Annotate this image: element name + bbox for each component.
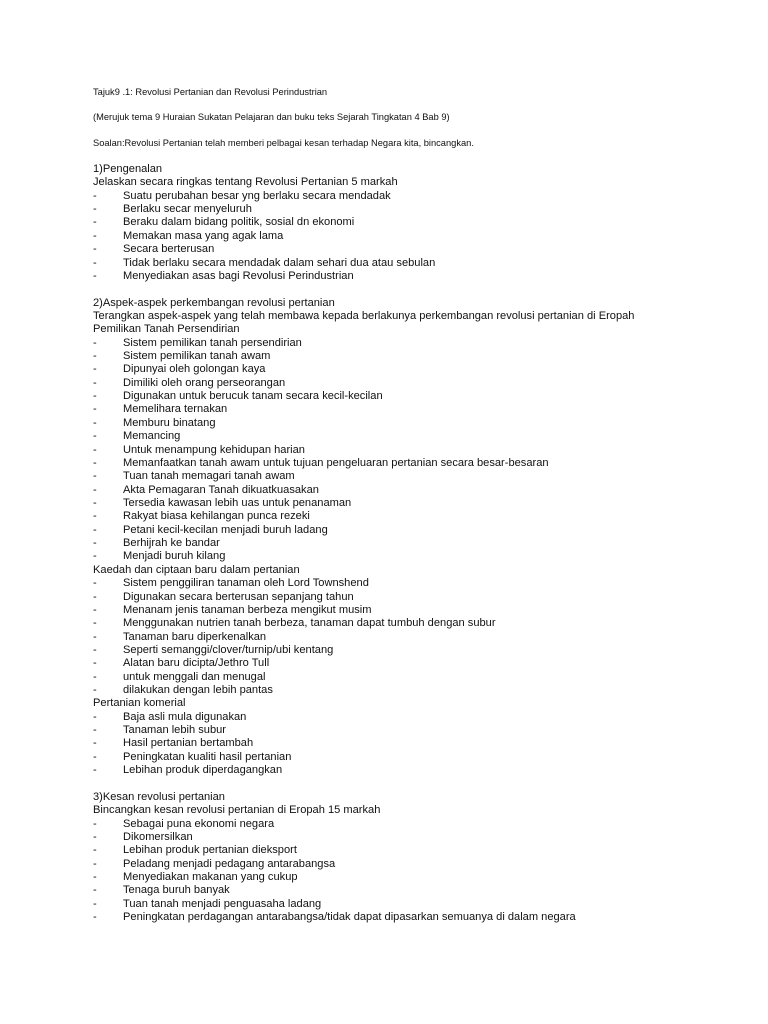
list-item [93,631,733,644]
list-item [93,216,733,229]
list-item-text: Dimiliki oleh orang perseorangan [123,376,286,389]
list-item [93,230,733,243]
list-item [93,724,733,737]
list-item-text: Tuan tanah memagari tanah awam [123,470,295,483]
list-item [93,818,733,831]
list-item [93,884,733,897]
list-item-text: Dipunyai oleh golongan kaya [123,363,266,376]
list-item [93,604,733,617]
section-heading: 2)Aspek-aspek perkembangan revolusi pertanian [93,296,335,309]
bullet-dash: - [93,350,97,363]
list-item-text: Berlaku secar menyeluruh [123,203,252,216]
bullet-dash: - [93,630,97,643]
list-item [93,257,733,270]
list-item [93,577,733,590]
list-item [93,390,733,403]
bullet-dash: - [93,911,97,924]
list-item [93,657,733,670]
list-item [93,671,733,684]
bullet-dash: - [93,577,97,590]
list-item-text: Menggunakan nutrien tanah berbeza, tanaman dapat tumbuh dengan subur [123,617,496,630]
list-item-text: dilakukan dengan lebih pantas [123,684,273,697]
list-item [93,337,733,350]
list-item [93,644,733,657]
list-item-text: Sebagai puna ekonomi negara [123,817,275,830]
bullet-dash: - [93,243,97,256]
list-item [93,270,733,283]
list-item-text: Suatu perubahan besar yng berlaku secara mendadak [123,189,391,202]
list-item [93,403,733,416]
section-heading: 3)Kesan revolusi pertanian [93,790,225,803]
list-item [93,510,733,523]
list-item [93,484,733,497]
bullet-dash: - [93,523,97,536]
list-item-text: Menanam jenis tanaman berbeza mengikut musim [123,603,372,616]
bullet-dash: - [93,871,97,884]
list-item [93,190,733,203]
list-item [93,537,733,550]
list-item [93,417,733,430]
bullet-dash: - [93,724,97,737]
list-item-text: Sistem pemilikan tanah awam [123,350,271,363]
list-item-text: Tersedia kawasan lebih uas untuk penanaman [123,496,352,509]
list-item [93,764,733,777]
list-item [93,243,733,256]
list-item [93,363,733,376]
bullet-dash: - [93,336,97,349]
list-item-text: Lebihan produk diperdagangkan [123,764,283,777]
section-subheading: Pemilikan Tanah Persendirian [93,323,240,336]
list-item [93,871,733,884]
document-body [93,163,733,924]
list-item-text: Digunakan untuk berucuk tanam secara kecil-kecilan [123,390,383,403]
bullet-dash: - [93,617,97,630]
bullet-dash: - [93,657,97,670]
list-item-text: Untuk menampung kehidupan harian [123,443,305,456]
bullet-dash: - [93,376,97,389]
list-item-text: Tanaman baru diperkenalkan [123,630,267,643]
list-item-text: Memancing [123,430,181,443]
list-item-text: Berhijrah ke bandar [123,537,220,550]
bullet-dash: - [93,590,97,603]
list-item [93,350,733,363]
document-title: Tajuk9 .1: Revolusi Pertanian dan Revolusi Perindustrian [93,87,328,97]
list-item-text: Tanaman lebih subur [123,724,226,737]
list-item-text: Menyediakan makanan yang cukup [123,871,298,884]
list-item-text: Beraku dalam bidang politik, sosial dn ekonomi [123,216,355,229]
list-item [93,591,733,604]
list-item [93,751,733,764]
list-item-text: untuk menggali dan menugal [123,670,266,683]
list-item-text: Memelihara ternakan [123,403,228,416]
bullet-dash: - [93,390,97,403]
list-item-text: Menyediakan asas bagi Revolusi Perindustrian [123,269,354,282]
list-item [93,497,733,510]
bullet-dash: - [93,456,97,469]
list-item [93,858,733,871]
list-item [93,898,733,911]
list-item-text: Tidak berlaku secara mendadak dalam sehari dua atau sebulan [123,256,436,269]
bullet-dash: - [93,670,97,683]
bullet-dash: - [93,884,97,897]
section-subheading: Kaedah dan ciptaan baru dalam pertanian [93,563,300,576]
list-item [93,430,733,443]
bullet-dash: - [93,189,97,202]
section-subheading: Jelaskan secara ringkas tentang Revolusi Pertanian 5 markah [93,176,398,189]
list-item-text: Seperti semanggi/clover/turnip/ubi kentang [123,643,334,656]
list-item-text: Peningkatan perdagangan antarabangsa/tidak dapat dipasarkan semuanya di dalam negara [123,911,576,924]
bullet-dash: - [93,470,97,483]
list-item [93,550,733,563]
bullet-dash: - [93,643,97,656]
section-subheading: Pertanian komerial [93,697,186,710]
bullet-dash: - [93,737,97,750]
list-item [93,711,733,724]
section-subheading: Bincangkan kesan revolusi pertanian di Eropah 15 markah [93,804,381,817]
document-reference: (Merujuk tema 9 Huraian Sukatan Pelajaran dan buku teks Sejarah Tingkatan 4 Bab 9) [93,112,450,122]
list-item [93,831,733,844]
list-item-text: Peningkatan kualiti hasil pertanian [123,750,292,763]
list-item-text: Hasil pertanian bertambah [123,737,254,750]
list-item [93,844,733,857]
bullet-dash: - [93,416,97,429]
bullet-dash: - [93,256,97,269]
bullet-dash: - [93,684,97,697]
list-item-text: Memburu binatang [123,416,216,429]
bullet-dash: - [93,216,97,229]
list-item-text: Digunakan secara berterusan sepanjang tahun [123,590,354,603]
bullet-dash: - [93,403,97,416]
list-item-text: Secara berterusan [123,243,215,256]
bullet-dash: - [93,496,97,509]
list-item [93,377,733,390]
list-item-text: Tenaga buruh banyak [123,884,230,897]
bullet-dash: - [93,430,97,443]
list-item-text: Petani kecil-kecilan menjadi buruh ladang [123,523,328,536]
list-item [93,684,733,697]
bullet-dash: - [93,710,97,723]
bullet-dash: - [93,603,97,616]
list-item-text: Memakan masa yang agak lama [123,229,284,242]
list-item-text: Dikomersilkan [123,830,193,843]
bullet-dash: - [93,764,97,777]
list-item [93,203,733,216]
list-item-text: Peladang menjadi pedagang antarabangsa [123,857,336,870]
bullet-dash: - [93,750,97,763]
bullet-dash: - [93,844,97,857]
list-item-text: Lebihan produk pertanian dieksport [123,844,297,857]
list-item [93,617,733,630]
section-subheading: Terangkan aspek-aspek yang telah membawa kepada berlakunya perkembangan revolusi pertanian di Eropah [93,309,635,322]
list-item [93,444,733,457]
bullet-dash: - [93,897,97,910]
list-item [93,457,733,470]
list-item [93,524,733,537]
bullet-dash: - [93,203,97,216]
bullet-dash: - [93,363,97,376]
section-spacer [93,778,733,791]
bullet-dash: - [93,510,97,523]
list-item-text: Menjadi buruh kilang [123,550,226,563]
list-item-text: Akta Pemagaran Tanah dikuatkuasakan [123,483,319,496]
list-item [93,470,733,483]
list-item-text: Alatan baru dicipta/Jethro Tull [123,657,270,670]
list-item-text: Baja asli mula digunakan [123,710,247,723]
bullet-dash: - [93,550,97,563]
bullet-dash: - [93,857,97,870]
list-item-text: Sistem pemilikan tanah persendirian [123,336,302,349]
bullet-dash: - [93,483,97,496]
list-item-text: Memanfaatkan tanah awam untuk tujuan pengeluaran pertanian secara besar-besaran [123,456,549,469]
bullet-dash: - [93,817,97,830]
document-question: Soalan:Revolusi Pertanian telah memberi pelbagai kesan terhadap Negara kita, bincangkan. [93,138,474,148]
section-heading: 1)Pengenalan [93,163,163,175]
list-item-text: Tuan tanah menjadi penguasaha ladang [123,897,322,910]
bullet-dash: - [93,443,97,456]
list-item-text: Rakyat biasa kehilangan punca rezeki [123,510,310,523]
bullet-dash: - [93,269,97,282]
bullet-dash: - [93,537,97,550]
bullet-dash: - [93,830,97,843]
section-spacer [93,283,733,296]
list-item [93,911,733,924]
list-item-text: Sistem penggiliran tanaman oleh Lord Townshend [123,577,369,590]
list-item [93,737,733,750]
bullet-dash: - [93,229,97,242]
